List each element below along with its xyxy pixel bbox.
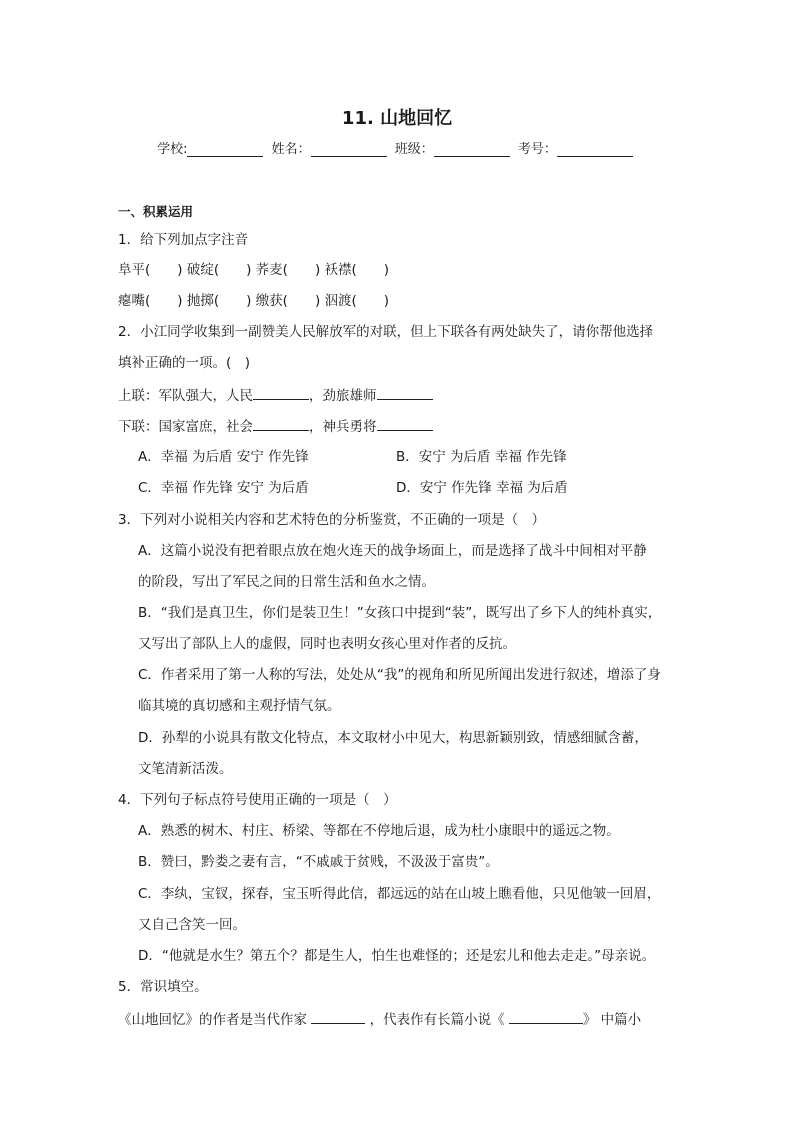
upper-couplet-text-2: ，劲旅雄师 [309, 388, 377, 404]
q5-stem: 5．常识填空。 [118, 979, 208, 995]
q2-stem-line2: 填补正确的一项。( ) [118, 355, 251, 371]
q3-option-d[interactable]: D．孙犁的小说具有散文化特点，本文取材小中见大，构思新颖别致，情感细腻含蓄， [138, 730, 648, 746]
q1-row2 [118, 292, 389, 310]
q5-fill-line [118, 1010, 641, 1029]
q1-item: 荞麦( ) [255, 262, 321, 278]
q1-item: 抛掷( ) [186, 293, 252, 309]
q1-item: 阜平( ) [118, 262, 183, 278]
q5-text-1: 《山地回忆》的作者是当代作家 [118, 1012, 307, 1028]
student-info-line [0, 138, 794, 157]
author-blank[interactable] [311, 1010, 365, 1024]
q2-upper-couplet [118, 386, 433, 405]
lower-blank-2[interactable] [377, 417, 433, 431]
q2-option-a[interactable]: A．幸福 为后盾 安宁 作先锋 [138, 449, 309, 465]
q4-option-b[interactable]: B．赞曰，黔娄之妻有言，“不戚戚于贫贱，不汲汲于富贵”。 [138, 854, 499, 870]
name-label: 姓名： [271, 142, 311, 157]
q1-item: 破绽( ) [186, 262, 252, 278]
q3-stem: 3．下列对小说相关内容和艺术特色的分析鉴赏，不正确的一项是（ ） [118, 512, 546, 528]
q5-text-2: ，代表作有长篇小说《 [369, 1012, 505, 1028]
lower-couplet-text: 下联：国家富庶，社会 [118, 419, 253, 435]
q2-lower-couplet [118, 417, 433, 436]
novel-blank[interactable] [509, 1010, 583, 1024]
lower-blank-1[interactable] [253, 417, 309, 431]
name-blank[interactable] [311, 142, 387, 157]
number-label: 考号： [517, 142, 557, 157]
q2-option-c[interactable]: C．幸福 作先锋 安宁 为后盾 [138, 480, 309, 496]
upper-blank-2[interactable] [377, 386, 433, 400]
q4-option-d[interactable]: D．“他就是水生？第五个？都是生人，怕生也难怪的；还是宏儿和他去走走。”母亲说。 [138, 948, 656, 964]
class-label: 班级： [394, 142, 434, 157]
lower-couplet-text-2: ，神兵勇将 [309, 419, 377, 435]
q1-row1 [118, 261, 389, 279]
q3-option-d-cont: 文笔清新活泼。 [138, 761, 233, 777]
number-blank[interactable] [557, 142, 633, 157]
q5-text-3: 》 中篇小 [582, 1012, 642, 1028]
q1-item: 泅渡( ) [324, 293, 390, 309]
page-title: 11. 山地回忆 [341, 108, 453, 129]
class-blank[interactable] [434, 142, 510, 157]
q4-option-c-cont: 又自己含笑一回。 [138, 917, 246, 933]
q4-option-a[interactable]: A．熟悉的树木、村庄、桥梁、等都在不停地后退，成为杜小康眼中的遥远之物。 [138, 823, 620, 839]
q2-option-b[interactable]: B．安宁 为后盾 幸福 作先锋 [396, 449, 567, 465]
q4-stem: 4．下列句子标点符号使用正确的一项是（ ） [118, 792, 397, 808]
school-blank[interactable] [187, 142, 263, 157]
q1-item: 瘪嘴( ) [118, 293, 183, 309]
q2-stem-line1: 2．小江同学收集到一副赞美人民解放军的对联，但上下联各有两处缺失了，请你帮他选择 [118, 324, 654, 340]
q1-item: 袄襟( ) [324, 262, 390, 278]
q4-option-c[interactable]: C．李纨，宝钗，探春，宝玉听得此信，都远远的站在山坡上瞧看他，只见他皱一回眉， [138, 886, 661, 902]
upper-couplet-text: 上联：军队强大，人民 [118, 388, 253, 404]
q1-item: 缴获( ) [255, 293, 321, 309]
q3-option-b-cont: 又写出了部队上人的虚假，同时也表明女孩心里对作者的反抗。 [138, 636, 516, 652]
q3-option-c-cont: 临其境的真切感和主观抒情气氛。 [138, 698, 341, 714]
q3-option-a-cont: 的阶段，写出了军民之间的日常生活和鱼水之情。 [138, 574, 435, 590]
q3-option-b[interactable]: B．“我们是真卫生，你们是装卫生！”女孩口中提到“装”，既写出了乡下人的纯朴真实， [138, 605, 662, 621]
q3-option-a[interactable]: A．这篇小说没有把着眼点放在炮火连天的战争场面上，而是选择了战斗中间相对平静 [138, 543, 647, 559]
q2-option-d[interactable]: D．安宁 作先锋 幸福 为后盾 [396, 480, 568, 496]
upper-blank-1[interactable] [253, 386, 309, 400]
q1-stem: 1．给下列加点字注音 [118, 232, 249, 248]
school-label: 学校: [157, 142, 188, 157]
section-heading: 一、积累运用 [118, 204, 194, 219]
q3-option-c[interactable]: C．作者采用了第一人称的写法，处处从“我”的视角和所见所闻出发进行叙述，增添了身 [138, 667, 661, 683]
